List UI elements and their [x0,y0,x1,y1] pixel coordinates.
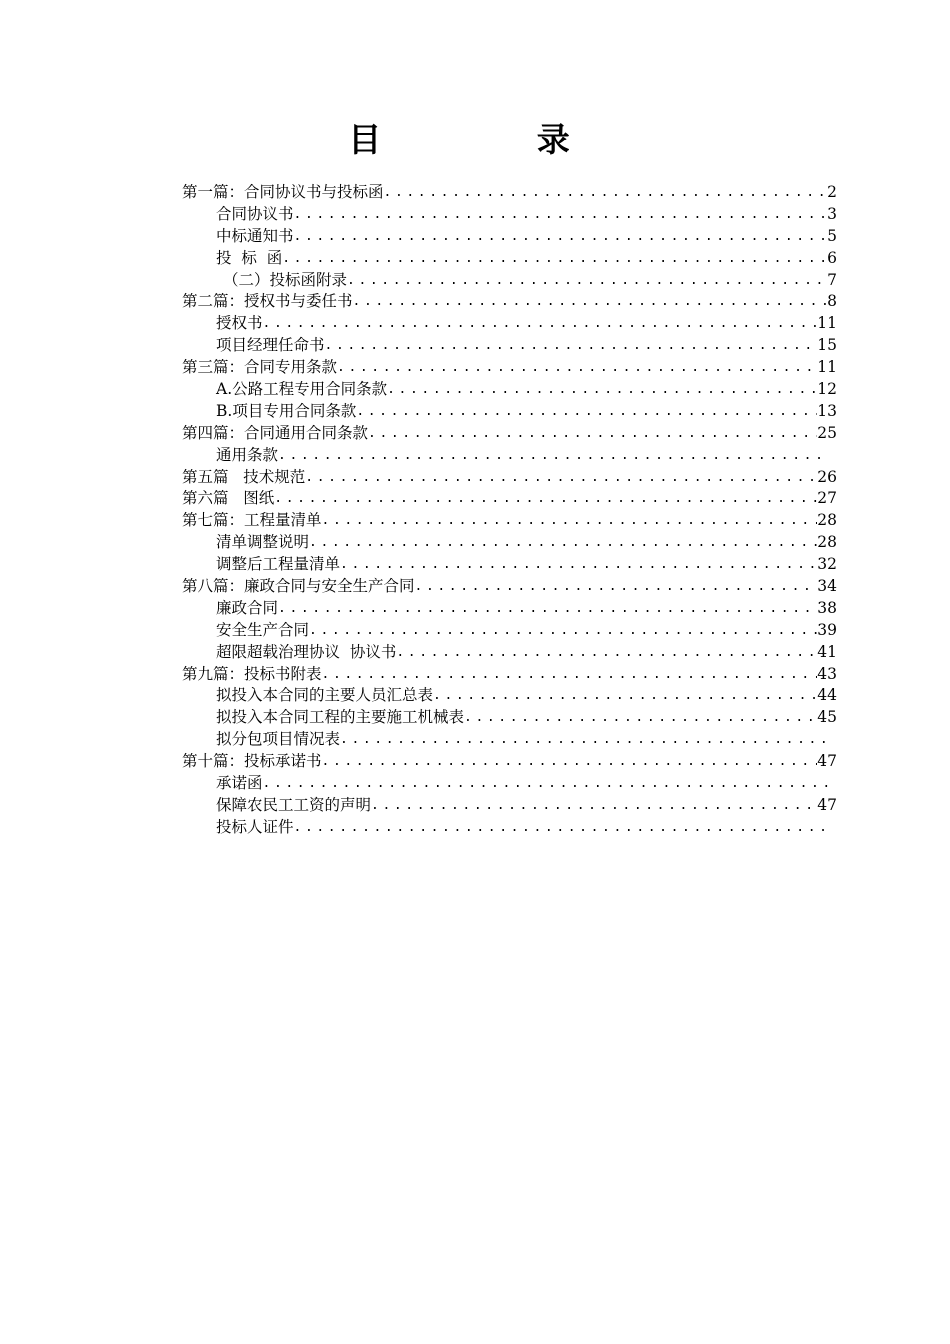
toc-dot-leader [325,335,818,357]
toc-subsection-entry[interactable] [182,642,837,664]
toc-page-number: 45 [817,708,837,727]
toc-section-entry[interactable] [182,467,837,489]
toc-page-number: 13 [817,401,837,420]
toc-subsection-entry[interactable] [182,313,837,335]
toc-entry-label: 投 标 函 [216,248,283,267]
toc-entry-label: 第十篇：投标承诺书 [182,752,322,771]
table-of-contents [182,182,837,839]
toc-entry-label: 第三篇：合同专用条款 [182,358,338,377]
toc-dot-leader [396,642,817,664]
toc-dot-leader [309,620,817,642]
toc-entry-label: B.项目专用合同条款 [216,401,357,420]
toc-dot-leader [278,598,817,620]
toc-page-number: 2 [827,182,837,201]
toc-subsection-entry[interactable] [182,401,837,423]
toc-entry-label: 第八篇：廉政合同与安全生产合同 [182,577,415,596]
toc-page-number: 41 [817,642,837,661]
toc-page-number: 6 [827,248,837,267]
toc-subsection-entry[interactable] [182,379,837,401]
toc-entry-label: 拟投入本合同的主要人员汇总表 [216,686,434,705]
toc-dot-leader [337,357,817,379]
toc-subsection-entry[interactable] [182,620,837,642]
toc-page-number: 32 [817,555,837,574]
toc-entry-label: 超限超载治理协议 协议书 [216,642,397,661]
toc-page-number: 28 [817,533,837,552]
toc-entry-label: 投标人证件 [216,817,294,836]
toc-subsection-entry[interactable] [182,817,837,839]
toc-dot-leader [347,270,827,292]
toc-section-entry[interactable] [182,576,837,598]
toc-subsection-entry[interactable] [182,795,837,817]
toc-section-entry[interactable] [182,182,837,204]
toc-entry-label: 第七篇：工程量清单 [182,511,322,530]
toc-page-number: 11 [817,358,837,377]
toc-dot-leader [384,182,828,204]
toc-subsection-entry[interactable] [182,729,837,751]
toc-section-entry[interactable] [182,664,837,686]
toc-dot-leader [322,510,818,532]
toc-page-number: 43 [817,664,837,683]
toc-section-entry[interactable] [182,423,837,445]
toc-subsection-entry[interactable] [182,248,837,270]
toc-section-entry[interactable] [182,291,837,313]
toc-section-entry[interactable] [182,510,837,532]
toc-dot-leader [371,795,817,817]
toc-dot-leader [278,445,829,467]
toc-dot-leader [322,751,818,773]
toc-subsection-entry[interactable] [182,554,837,576]
toc-entry-label: 调整后工程量清单 [216,555,341,574]
toc-dot-leader [356,401,817,423]
toc-entry-label: 第四篇：合同通用合同条款 [182,423,369,442]
toc-section-entry[interactable] [182,357,837,379]
toc-dot-leader [340,554,817,576]
toc-dot-leader [309,532,817,554]
toc-dot-leader [464,707,817,729]
toc-entry-label: 拟投入本合同工程的主要施工机械表 [216,708,465,727]
toc-dot-leader [274,488,817,510]
toc-entry-label: 第五篇 技术规范 [182,467,306,486]
toc-dot-leader [387,379,817,401]
toc-entry-label: 第九篇：投标书附表 [182,664,322,683]
toc-entry-label: 中标通知书 [216,226,294,245]
toc-page-number: 5 [827,226,837,245]
toc-dot-leader [294,226,828,248]
toc-entry-label: 第二篇：授权书与委任书 [182,292,353,311]
page-title: 目 录 [348,120,642,159]
toc-subsection-entry[interactable] [182,773,837,795]
toc-subsection-entry[interactable] [182,335,837,357]
toc-entry-label: 第六篇 图纸 [182,489,275,508]
toc-subsection-entry[interactable] [182,445,837,467]
toc-section-entry[interactable] [182,488,837,510]
toc-entry-label: 廉政合同 [216,598,279,617]
toc-entry-label: 通用条款 [216,445,279,464]
toc-page-number: 28 [817,511,837,530]
toc-page-number: 8 [827,292,837,311]
toc-page-number: 12 [817,380,837,398]
toc-dot-leader [294,817,829,839]
toc-dot-leader [433,685,817,707]
toc-page-number: 34 [817,577,837,596]
toc-page-number: 15 [817,336,837,355]
toc-subsection-entry[interactable] [182,226,837,248]
toc-page-number: 27 [817,489,837,508]
toc-dot-leader [282,248,827,270]
toc-entry-label: 拟分包项目情况表 [216,730,341,749]
toc-dot-leader [294,204,828,226]
toc-entry-label: 承诺函 [216,774,263,793]
toc-page-number: 25 [817,423,837,442]
toc-entry-label: 清单调整说明 [216,533,310,552]
toc-page-number: 47 [817,795,837,814]
toc-dot-leader [353,291,828,313]
toc-page-number: 47 [817,752,837,771]
toc-entry-label: 第一篇：合同协议书与投标函 [182,182,384,201]
toc-dot-leader [263,313,818,335]
toc-entry-label: A.公路工程专用合同条款 [216,380,388,398]
toc-page-number: 11 [817,314,837,333]
toc-section-entry[interactable] [182,751,837,773]
toc-dot-leader [415,576,818,598]
toc-subsection-entry[interactable] [182,685,837,707]
toc-page-number: 39 [817,620,837,639]
toc-dot-leader [340,729,829,751]
toc-page-number: 3 [827,204,837,223]
toc-page-number: 44 [817,686,837,705]
toc-entry-label: （二）投标函附录 [223,270,348,289]
toc-subsection-entry[interactable] [182,532,837,554]
toc-page-number: 38 [817,598,837,617]
toc-subsection-entry[interactable] [182,270,837,292]
toc-page-number: 7 [827,270,837,289]
toc-dot-leader [368,423,817,445]
toc-subsection-entry[interactable] [182,707,837,729]
toc-page-number: 26 [817,467,837,486]
toc-subsection-entry[interactable] [182,598,837,620]
toc-subsection-entry[interactable] [182,204,837,226]
toc-dot-leader [305,467,817,489]
toc-dot-leader [322,664,818,686]
toc-entry-label: 安全生产合同 [216,620,310,639]
toc-entry-label: 项目经理任命书 [216,336,325,355]
toc-dot-leader [263,773,829,795]
toc-entry-label: 合同协议书 [216,204,294,223]
toc-entry-label: 保障农民工工资的声明 [216,795,372,814]
toc-entry-label: 授权书 [216,314,263,333]
